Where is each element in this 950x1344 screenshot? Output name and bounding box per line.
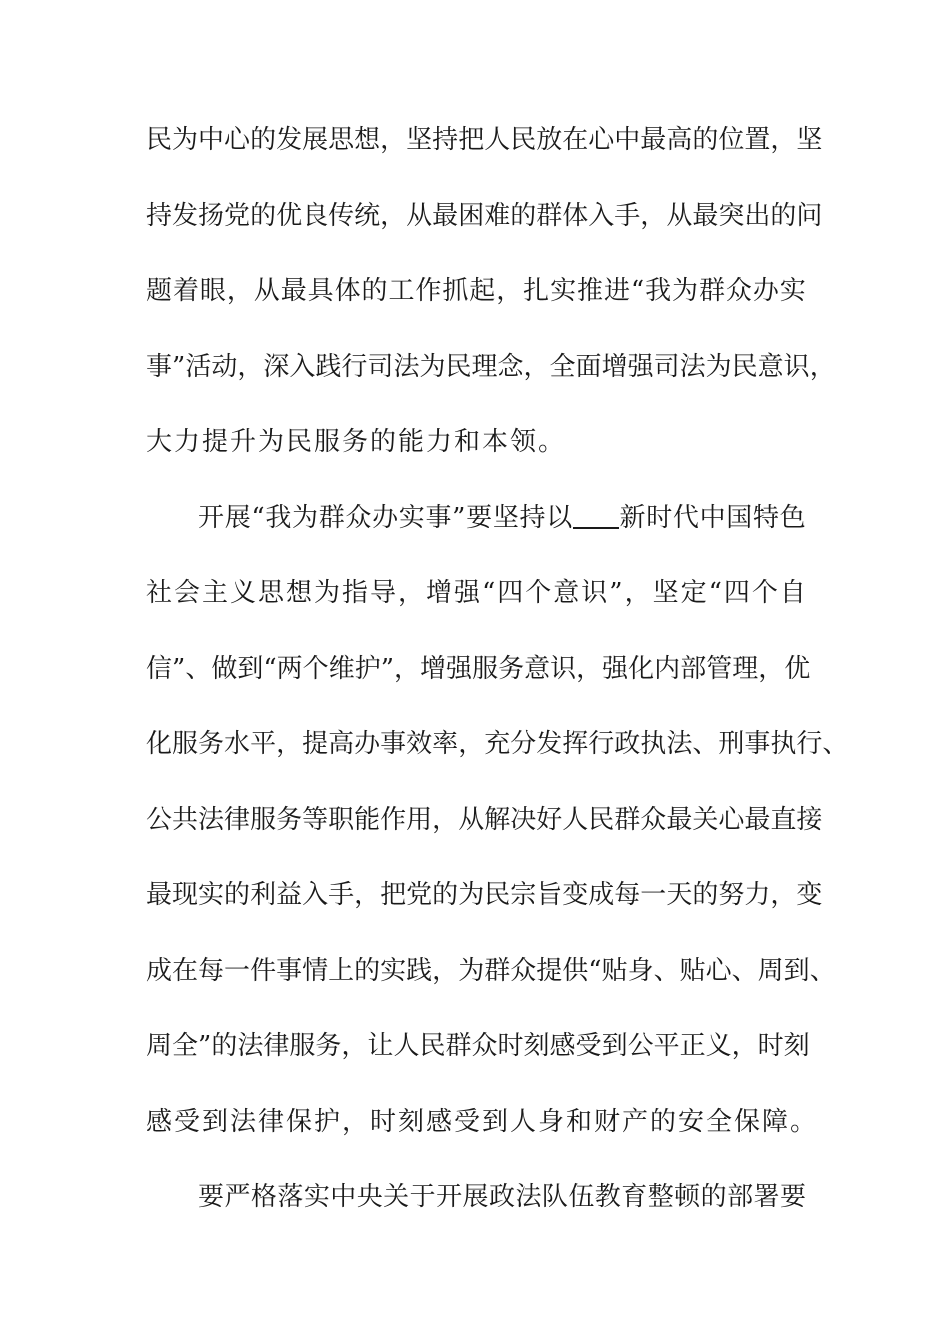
text-line: 周 全 ” 的 法 律 服 务 ， 让 人 民 群 众 时 刻 感 受 到 公 平 正 义 ， 时 刻 [146, 1031, 810, 1061]
text-line: 持 发 扬 党 的 优 良 传 统 ， 从 最 困 难 的 群 体 入 手 ， 从 最 突 出 的 问 [146, 200, 823, 231]
text-line: 要 严 格 落 实 中 央 关 于 开 展 政 法 队 伍 教 育 整 顿 的 部 署 要 [198, 1182, 806, 1212]
text-line: 最 现 实 的 利 益 入 手 ， 把 党 的 为 民 宗 旨 变 成 每 一 天 的 努 力 ， 变 [146, 880, 823, 910]
text-line: 公 共 法 律 服 务 等 职 能 作 用 ， 从 解 决 好 人 民 群 众 最 关 心 最 直 接 [146, 804, 823, 835]
fill-in-blank [573, 505, 619, 529]
text-line: 成 在 每 一 件 事 情 上 的 实 践 ， 为 群 众 提 供 “ 贴 身 、 贴 心 、 周 到 、 [146, 955, 836, 986]
text-line: 民 为 中 心 的 发 展 思 想 ， 坚 持 把 人 民 放 在 心 中 最 高 的 位 置 ， 坚 [146, 125, 823, 155]
text-line: 开 展 “ 我 为 群 众 办 实 事 ” 要 坚 持 以 新 时 代 中 国 特 色 [198, 502, 806, 533]
text-line: 感受到法律保护，时刻感受到人身和财产的安全保障。 [146, 1106, 819, 1137]
text-line: 化 服 务 水 平 ， 提 高 办 事 效 率 ， 充 分 发 挥 行 政 执 法 、 刑 事 执 行 、 [146, 729, 849, 759]
text-line: 社 会 主 义 思 想 为 指 导 ， 增 强 “ 四 个 意 识 ” ， 坚 定 “ 四 个 自 [146, 578, 806, 608]
text-line: 题 着 眼 ， 从 最 具 体 的 工 作 抓 起 ， 扎 实 推 进 “ 我 为 群 众 办 实 [146, 276, 806, 306]
text-line: 事 ” 活 动 ， 深 入 践 行 司 法 为 民 理 念 ， 全 面 增 强 司 法 为 民 意 识 ， [146, 351, 836, 382]
text-line: 大力提升为民服务的能力和本领。 [146, 427, 567, 457]
text-line: 信 ” 、 做 到 “ 两 个 维 护 ” ， 增 强 服 务 意 识 ， 强 化 内 部 管 理 ， 优 [146, 653, 811, 684]
document-body [146, 125, 849, 1260]
